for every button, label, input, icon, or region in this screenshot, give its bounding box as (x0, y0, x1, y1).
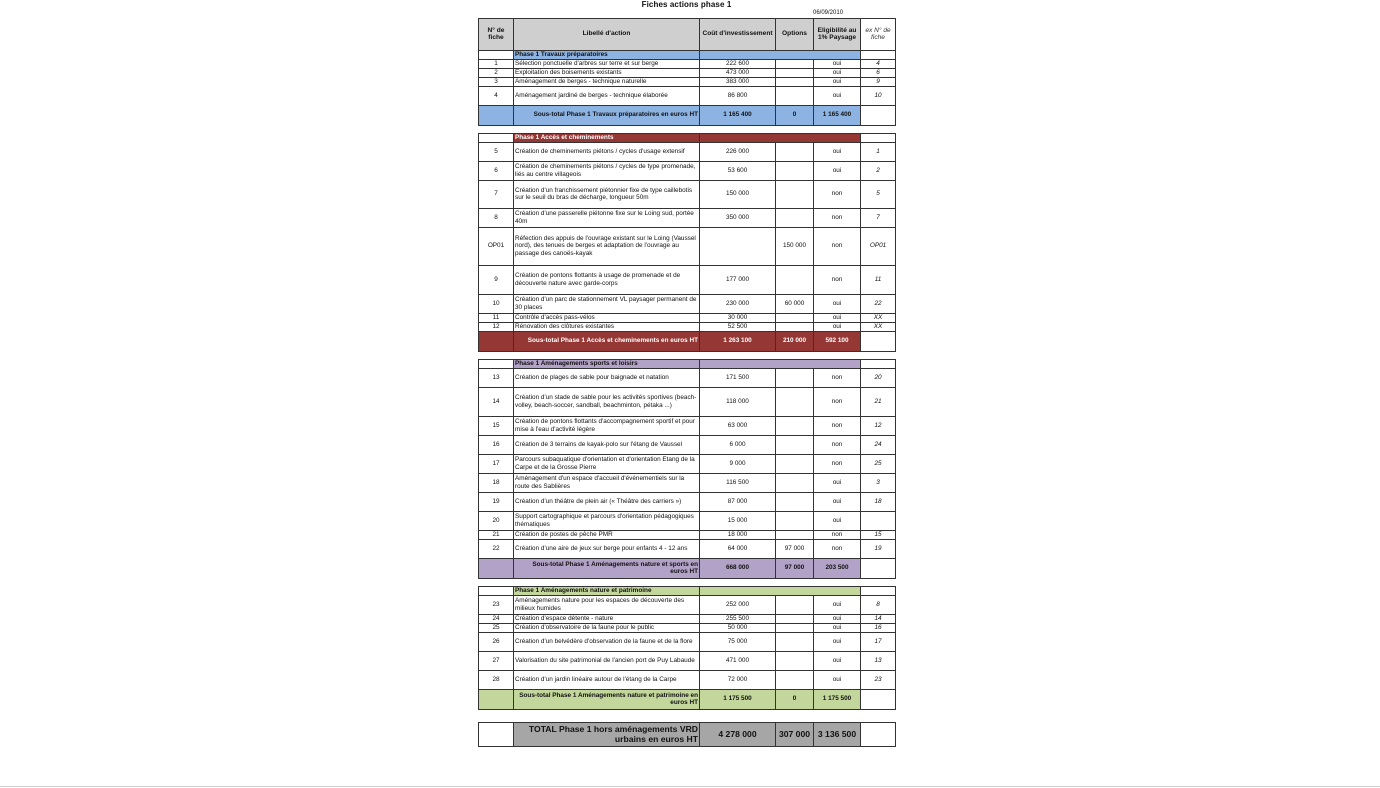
row-options (776, 322, 814, 331)
row-options (776, 435, 814, 454)
row-cost: 18 000 (700, 530, 776, 539)
table-row (479, 651, 896, 670)
row-eligibility: oui (814, 142, 861, 161)
row-options (776, 416, 814, 435)
table-row (479, 539, 896, 558)
row-ex-no: 15 (861, 530, 896, 539)
row-ex-no: 12 (861, 416, 896, 435)
row-options (776, 387, 814, 416)
table-row (479, 180, 896, 208)
row-ex-no: 8 (861, 595, 896, 614)
subtotal-row (479, 331, 896, 351)
row-eligibility: oui (814, 511, 861, 530)
row-label: Création d'une passerelle piétonne fixe sur le Loing sud, portée 40m (514, 208, 700, 227)
row-options (776, 77, 814, 86)
row-ex-no: 5 (861, 180, 896, 208)
row-eligibility: oui (814, 492, 861, 511)
row-label: Création de pontons flottants à usage de promenade et de découverte nature avec garde-corps (514, 265, 700, 294)
subtotal-ex-cell (861, 331, 896, 351)
row-ex-no: 20 (861, 368, 896, 387)
row-cost: 226 000 (700, 142, 776, 161)
row-eligibility: oui (814, 651, 861, 670)
row-ex-no: 1 (861, 142, 896, 161)
row-eligibility: oui (814, 473, 861, 492)
subtotal-eligibility: 203 500 (814, 558, 861, 578)
subtotal-no-cell (479, 105, 514, 125)
row-label: Aménagements nature pour les espaces de découverte des milieux humides (514, 595, 700, 614)
row-eligibility: non (814, 435, 861, 454)
row-eligibility: non (814, 208, 861, 227)
row-no: OP01 (479, 227, 514, 265)
row-eligibility: non (814, 530, 861, 539)
row-options (776, 142, 814, 161)
row-eligibility: oui (814, 632, 861, 651)
row-eligibility: non (814, 227, 861, 265)
row-label: Création de postes de pêche PMR (514, 530, 700, 539)
row-label: Création d'un belvédère d'observation de la faune et de la flore (514, 632, 700, 651)
table-row (479, 530, 896, 539)
row-eligibility: non (814, 416, 861, 435)
table-row (479, 416, 896, 435)
subtotal-options: 0 (776, 105, 814, 125)
row-cost: 30 000 (700, 313, 776, 322)
page-bottom-border (0, 786, 1380, 787)
row-no: 22 (479, 539, 514, 558)
table-row (479, 473, 896, 492)
row-label: Création d'un jardin linéaire autour de l'étang de la Carpe (514, 670, 700, 689)
table-row (479, 59, 896, 68)
subtotal-cost: 1 263 100 (700, 331, 776, 351)
table-row (479, 265, 896, 294)
row-label: Valorisation du site patrimonial de l'ancien port de Puy Labaude (514, 651, 700, 670)
section-no-cell (479, 133, 514, 142)
row-cost: 87 000 (700, 492, 776, 511)
row-cost: 63 000 (700, 416, 776, 435)
row-no: 4 (479, 86, 514, 105)
table-row (479, 368, 896, 387)
row-no: 3 (479, 77, 514, 86)
row-eligibility: oui (814, 614, 861, 623)
table-row (479, 322, 896, 331)
row-options (776, 623, 814, 632)
header-label: Libellé d'action (514, 18, 700, 50)
row-options (776, 313, 814, 322)
row-cost: 383 000 (700, 77, 776, 86)
table-row (479, 614, 896, 623)
row-ex-no: 22 (861, 294, 896, 313)
row-no: 11 (479, 313, 514, 322)
row-cost: 75 000 (700, 632, 776, 651)
row-options: 150 000 (776, 227, 814, 265)
header-no: N° de fiche (479, 18, 514, 50)
row-label: Rénovation des clôtures existantes (514, 322, 700, 331)
spacer-cell (479, 709, 896, 722)
row-label: Réfection des appuis de l'ouvrage existant sur le Loing (Vaussel nord), des tenues de berges et adaptation de l'ouvrage au passage des canoës-kayak (514, 227, 700, 265)
row-options (776, 595, 814, 614)
table-row (479, 161, 896, 180)
subtotal-label: Sous-total Phase 1 Aménagements nature et sports en euros HT (514, 558, 700, 578)
section-no-cell (479, 359, 514, 368)
row-no: 5 (479, 142, 514, 161)
subtotal-no-cell (479, 331, 514, 351)
total-eligibility: 3 136 500 (814, 722, 861, 746)
spacer-row (479, 709, 896, 722)
table-row (479, 435, 896, 454)
row-ex-no: 11 (861, 265, 896, 294)
row-no: 23 (479, 595, 514, 614)
row-ex-no: 13 (861, 651, 896, 670)
spacer-row (479, 351, 896, 359)
row-cost: 230 000 (700, 294, 776, 313)
section-fill-cell (700, 586, 861, 595)
row-label: Création d'un franchissement piétonnier fixe de type caillebotis sur le seuil du bras de décharge, longueur 50m (514, 180, 700, 208)
row-no: 17 (479, 454, 514, 473)
row-options (776, 265, 814, 294)
row-options (776, 68, 814, 77)
section-ex-cell (861, 359, 896, 368)
row-cost: 471 000 (700, 651, 776, 670)
row-cost: 350 000 (700, 208, 776, 227)
row-label: Création de 3 terrains de kayak-polo sur l'étang de Vaussel (514, 435, 700, 454)
row-ex-no: 17 (861, 632, 896, 651)
subtotal-label: Sous-total Phase 1 Accès et cheminements en euros HT (514, 331, 700, 351)
sheet-date: 06/09/2010 (813, 10, 844, 16)
row-cost: 50 000 (700, 623, 776, 632)
section-ex-cell (861, 586, 896, 595)
row-label: Création de cheminements piétons / cycles d'usage extensif (514, 142, 700, 161)
header-row (479, 18, 896, 50)
subtotal-row (479, 105, 896, 125)
row-ex-no: 23 (861, 670, 896, 689)
subtotal-eligibility: 1 165 400 (814, 105, 861, 125)
row-cost: 72 000 (700, 670, 776, 689)
table-row (479, 623, 896, 632)
row-cost: 15 000 (700, 511, 776, 530)
row-cost: 222 600 (700, 59, 776, 68)
total-ex-cell (861, 722, 896, 746)
subtotal-label: Sous-total Phase 1 Travaux préparatoires en euros HT (514, 105, 700, 125)
row-ex-no: XX (861, 322, 896, 331)
row-no: 13 (479, 368, 514, 387)
row-no: 25 (479, 623, 514, 632)
row-options (776, 511, 814, 530)
section-title: Phase 1 Accès et cheminements (514, 133, 700, 142)
subtotal-no-cell (479, 689, 514, 709)
row-options (776, 454, 814, 473)
row-ex-no: 19 (861, 539, 896, 558)
row-eligibility: oui (814, 77, 861, 86)
row-ex-no: 2 (861, 161, 896, 180)
row-no: 20 (479, 511, 514, 530)
row-options (776, 632, 814, 651)
table-row (479, 670, 896, 689)
subtotal-row (479, 558, 896, 578)
row-eligibility: non (814, 387, 861, 416)
total-options: 307 000 (776, 722, 814, 746)
row-eligibility: non (814, 368, 861, 387)
row-label: Création d'un parc de stationnement VL paysager permanent de 30 places (514, 294, 700, 313)
row-label: Création de pontons flottants d'accompagnement sportif et pour mise à l'eau d'activité légère (514, 416, 700, 435)
subtotal-cost: 1 175 500 (700, 689, 776, 709)
row-ex-no: XX (861, 313, 896, 322)
row-no: 9 (479, 265, 514, 294)
section-fill-cell (700, 359, 861, 368)
row-label: Aménagement jardiné de berges - technique élaborée (514, 86, 700, 105)
subtotal-cost: 1 165 400 (700, 105, 776, 125)
row-no: 28 (479, 670, 514, 689)
section-header-row (479, 50, 896, 59)
row-label: Parcours subaquatique d'orientation et d'orientation Etang de la Carpe et de la Grosse Pierre (514, 454, 700, 473)
spacer-cell (479, 125, 896, 133)
row-label: Création de cheminements piétons / cycles de type promenade, liés au centre villageois (514, 161, 700, 180)
row-label: Création d'un théâtre de plein air (« Théâtre des carriers ») (514, 492, 700, 511)
row-ex-no: 6 (861, 68, 896, 77)
row-no: 7 (479, 180, 514, 208)
row-cost: 52 500 (700, 322, 776, 331)
row-no: 19 (479, 492, 514, 511)
row-label: Sélection ponctuelle d'arbres sur terre et sur berge (514, 59, 700, 68)
row-eligibility: oui (814, 623, 861, 632)
row-cost: 473 000 (700, 68, 776, 77)
grand-total-row (479, 722, 896, 746)
subtotal-ex-cell (861, 558, 896, 578)
subtotal-row (479, 689, 896, 709)
row-no: 21 (479, 530, 514, 539)
table-row (479, 313, 896, 322)
row-no: 18 (479, 473, 514, 492)
row-cost: 150 000 (700, 180, 776, 208)
row-ex-no: OP01 (861, 227, 896, 265)
row-ex-no (861, 511, 896, 530)
spacer-cell (479, 578, 896, 586)
row-options (776, 670, 814, 689)
row-options (776, 86, 814, 105)
row-no: 16 (479, 435, 514, 454)
row-no: 2 (479, 68, 514, 77)
row-options (776, 208, 814, 227)
spacer-cell (479, 351, 896, 359)
row-ex-no: 16 (861, 623, 896, 632)
row-eligibility: oui (814, 670, 861, 689)
subtotal-no-cell (479, 558, 514, 578)
section-fill-cell (700, 133, 861, 142)
row-cost: 86 800 (700, 86, 776, 105)
row-eligibility: non (814, 539, 861, 558)
total-label: TOTAL Phase 1 hors aménagements VRD urbains en euros HT (514, 722, 700, 746)
row-eligibility: oui (814, 294, 861, 313)
row-options (776, 473, 814, 492)
row-eligibility: non (814, 265, 861, 294)
header-ex-no: ex N° de fiche (861, 18, 896, 50)
row-ex-no: 10 (861, 86, 896, 105)
row-eligibility: oui (814, 161, 861, 180)
section-header-row (479, 133, 896, 142)
row-options (776, 161, 814, 180)
row-no: 24 (479, 614, 514, 623)
row-ex-no: 21 (861, 387, 896, 416)
subtotal-options: 97 000 (776, 558, 814, 578)
row-cost: 9 000 (700, 454, 776, 473)
row-eligibility: oui (814, 595, 861, 614)
table-row (479, 294, 896, 313)
row-no: 14 (479, 387, 514, 416)
row-cost: 6 000 (700, 435, 776, 454)
row-cost: 252 000 (700, 595, 776, 614)
row-options (776, 368, 814, 387)
row-no: 1 (479, 59, 514, 68)
row-ex-no: 7 (861, 208, 896, 227)
row-ex-no: 25 (861, 454, 896, 473)
subtotal-cost: 668 000 (700, 558, 776, 578)
row-label: Support cartographique et parcours d'orientation pédagogiques thématiques (514, 511, 700, 530)
row-options (776, 59, 814, 68)
subtotal-eligibility: 592 100 (814, 331, 861, 351)
section-no-cell (479, 586, 514, 595)
table-row (479, 208, 896, 227)
section-header-row (479, 586, 896, 595)
row-no: 27 (479, 651, 514, 670)
spreadsheet-sheet (478, 0, 895, 747)
table-row (479, 511, 896, 530)
table-row (479, 227, 896, 265)
section-title: Phase 1 Aménagements nature et patrimoine (514, 586, 700, 595)
row-eligibility: oui (814, 68, 861, 77)
row-eligibility: oui (814, 322, 861, 331)
row-ex-no: 24 (861, 435, 896, 454)
row-cost (700, 227, 776, 265)
row-label: Exploitation des boisements existants (514, 68, 700, 77)
header-eligibility: Eligibilité au 1% Paysage (814, 18, 861, 50)
subtotal-ex-cell (861, 689, 896, 709)
row-cost: 255 500 (700, 614, 776, 623)
subtotal-label: Sous-total Phase 1 Aménagements nature et patrimoine en euros HT (514, 689, 700, 709)
row-label: Création d'observatoire de la faune pour le public (514, 623, 700, 632)
table-row (479, 68, 896, 77)
spacer-row (479, 578, 896, 586)
total-cost: 4 278 000 (700, 722, 776, 746)
row-label: Création d'espace détente - nature (514, 614, 700, 623)
row-options (776, 614, 814, 623)
row-eligibility: oui (814, 59, 861, 68)
sheet-title: Fiches actions phase 1 (641, 0, 732, 9)
row-eligibility: oui (814, 86, 861, 105)
subtotal-options: 210 000 (776, 331, 814, 351)
row-cost: 177 000 (700, 265, 776, 294)
row-no: 6 (479, 161, 514, 180)
row-eligibility: non (814, 180, 861, 208)
section-ex-cell (861, 50, 896, 59)
row-label: Création de plages de sable pour baignade et natation (514, 368, 700, 387)
table-row (479, 86, 896, 105)
row-options: 60 000 (776, 294, 814, 313)
row-label: Création d'un stade de sable pour les activités sportives (beach-volley, beach-soccer, sandball, beachminton, pétaka ...) (514, 387, 700, 416)
header-options: Options (776, 18, 814, 50)
row-label: Aménagement d'un espace d'accueil d'événementiels sur la route des Sablières (514, 473, 700, 492)
row-cost: 53 600 (700, 161, 776, 180)
row-cost: 171 500 (700, 368, 776, 387)
row-options (776, 530, 814, 539)
row-ex-no: 4 (861, 59, 896, 68)
row-ex-no: 18 (861, 492, 896, 511)
subtotal-ex-cell (861, 105, 896, 125)
actions-table (478, 10, 896, 747)
row-options (776, 651, 814, 670)
row-ex-no: 14 (861, 614, 896, 623)
table-row (479, 595, 896, 614)
spacer-row (479, 125, 896, 133)
total-no-cell (479, 722, 514, 746)
row-ex-no: 9 (861, 77, 896, 86)
row-no: 8 (479, 208, 514, 227)
row-cost: 116 500 (700, 473, 776, 492)
row-no: 12 (479, 322, 514, 331)
row-label: Création d'une aire de jeux sur berge pour enfants 4 - 12 ans (514, 539, 700, 558)
row-no: 15 (479, 416, 514, 435)
row-cost: 64 000 (700, 539, 776, 558)
table-row (479, 632, 896, 651)
row-cost: 118 000 (700, 387, 776, 416)
table-row (479, 77, 896, 86)
row-no: 10 (479, 294, 514, 313)
row-eligibility: non (814, 454, 861, 473)
section-title: Phase 1 Aménagements sports et loisirs (514, 359, 700, 368)
section-header-row (479, 359, 896, 368)
table-row (479, 492, 896, 511)
table-row (479, 142, 896, 161)
section-title: Phase 1 Travaux préparatoires (514, 50, 700, 59)
table-row (479, 454, 896, 473)
subtotal-eligibility: 1 175 500 (814, 689, 861, 709)
subtotal-options: 0 (776, 689, 814, 709)
row-options (776, 492, 814, 511)
section-no-cell (479, 50, 514, 59)
row-no: 26 (479, 632, 514, 651)
row-eligibility: oui (814, 313, 861, 322)
section-fill-cell (700, 50, 861, 59)
row-label: Contrôle d'accès pass-vélos (514, 313, 700, 322)
row-ex-no: 3 (861, 473, 896, 492)
section-ex-cell (861, 133, 896, 142)
row-label: Aménagement de berges - technique naturelle (514, 77, 700, 86)
row-options (776, 180, 814, 208)
row-options: 97 000 (776, 539, 814, 558)
table-row (479, 387, 896, 416)
table-body (479, 50, 896, 746)
header-cost: Coût d'investissement (700, 18, 776, 50)
